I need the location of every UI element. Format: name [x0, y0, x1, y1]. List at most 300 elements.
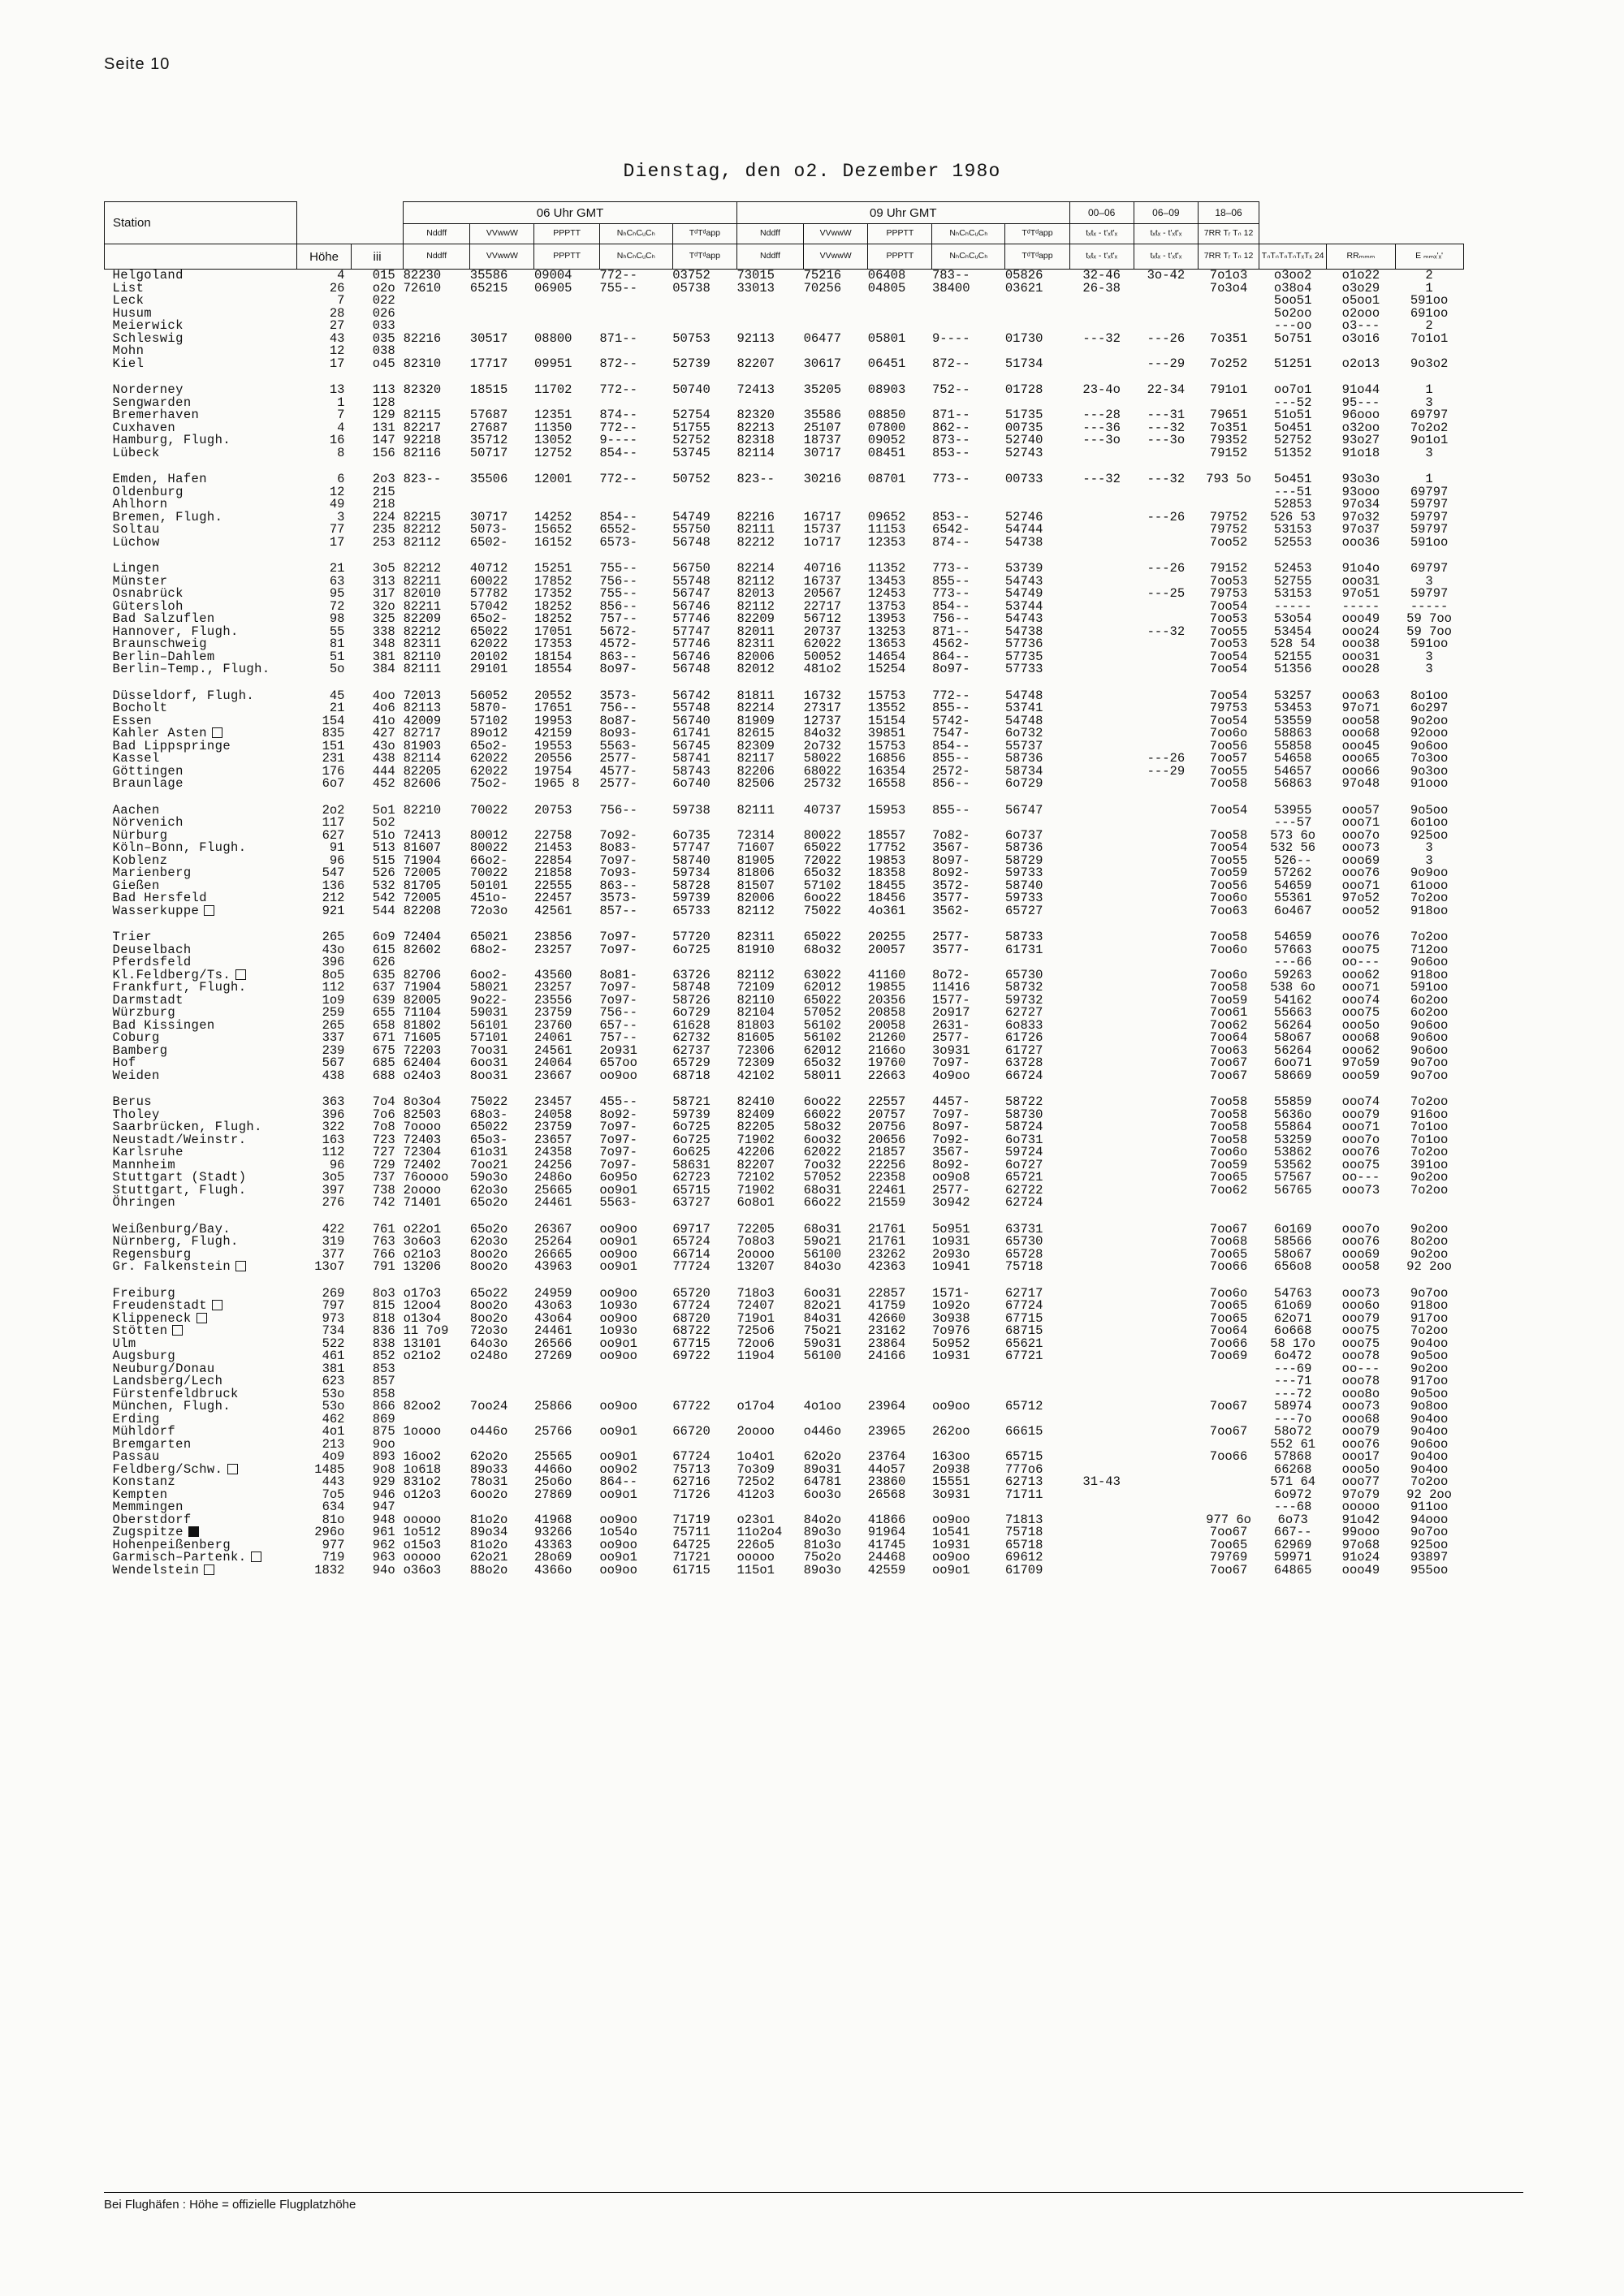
cell-d6: 82211 — [403, 573, 442, 589]
cell-iii: 961 — [372, 1525, 395, 1539]
cell-iii: 3o5 — [372, 561, 395, 576]
cell-y3: 591oo — [1410, 980, 1449, 995]
cell-d9: 82110 — [736, 992, 775, 1008]
cell-g9: 855-- — [931, 802, 970, 818]
cell-e9: 82o21 — [803, 1298, 842, 1313]
cell-y1: 64865 — [1273, 1562, 1312, 1577]
cell-iii: 836 — [372, 1323, 395, 1338]
cell-y3: 6o1oo — [1410, 815, 1449, 830]
cell-y3: 69797 — [1410, 408, 1449, 422]
cell-g6: 7o97- — [599, 942, 637, 957]
cell-station: Klippeneck — [105, 1313, 297, 1326]
cell-g6: 872-- — [599, 356, 637, 371]
cell-station: Landsberg/Lech — [112, 1374, 223, 1388]
cell-h9: 67721 — [1004, 1349, 1043, 1363]
header-09-clouds: NₕCₕCᵤCₕ — [932, 224, 1005, 244]
cell-h6: 56750 — [672, 561, 710, 576]
cell-y3: 93897 — [1410, 1550, 1449, 1564]
cell-x2 — [1134, 880, 1198, 893]
cell-x1 — [1069, 576, 1134, 589]
cell-y3: 2 — [1425, 318, 1433, 333]
cell-e6 — [470, 486, 534, 499]
cell-g6: 7o97- — [599, 930, 637, 944]
cell-x2 — [1134, 956, 1198, 969]
cell-f9: 09052 — [867, 433, 906, 447]
cell-f9: 15254 — [867, 662, 906, 676]
cell-h9: 51734 — [1004, 356, 1043, 371]
cell-f6: 20753 — [533, 802, 572, 818]
cell-x1 — [1069, 1236, 1134, 1249]
cell-station: Meierwick — [112, 318, 184, 333]
cell-g6: 772-- — [599, 472, 637, 486]
cell-f9: 23864 — [867, 1336, 906, 1351]
cell-hoehe: 16 — [329, 433, 345, 447]
cell-f6: 12001 — [533, 472, 572, 486]
cell-d6: 82116 — [403, 445, 442, 460]
cell-y1: 58566 — [1273, 1234, 1312, 1249]
cell-hoehe: 319 — [322, 1234, 345, 1249]
cell-g9: 3o938 — [931, 1310, 970, 1326]
cell-y2: ooo79 — [1341, 1310, 1380, 1326]
cell-station: Hof — [112, 1055, 136, 1070]
cell-hoehe: 154 — [322, 713, 345, 728]
cell-x2 — [1134, 1109, 1198, 1122]
cell-h9: 53741 — [1004, 701, 1043, 715]
cell-y3: 59797 — [1410, 586, 1449, 601]
cell-e6: 8oo2o — [469, 1259, 508, 1274]
cell-x2 — [1134, 1439, 1198, 1452]
cell-y3: 9o4oo — [1410, 1336, 1449, 1351]
cell-x3: 79752 — [1209, 522, 1248, 537]
cell-d9: 82011 — [736, 624, 775, 639]
cell-y1: 57868 — [1273, 1449, 1312, 1464]
cell-x2 — [1134, 830, 1198, 843]
cell-g9: 1o92o — [931, 1298, 970, 1313]
cell-x1 — [1069, 931, 1134, 944]
cell-y2: ooo71 — [1341, 1120, 1380, 1134]
cell-h6: 56748 — [672, 534, 710, 550]
cell-h6: 03752 — [672, 268, 710, 283]
cell-x3: 7oo54 — [1209, 688, 1248, 703]
cell-y4 — [1463, 1564, 1523, 1577]
cell-g9: 7o82- — [931, 827, 970, 843]
cell-h9: 61731 — [1004, 942, 1043, 957]
cell-d6: 82311 — [403, 637, 442, 651]
cell-g6: oo9oo — [599, 1068, 637, 1083]
cell-hoehe: 51 — [329, 649, 345, 664]
cell-e6: 30517 — [469, 330, 508, 346]
cell-station: Norderney — [112, 382, 184, 397]
cell-g9: 8o97- — [931, 1120, 970, 1134]
cell-h6: 59739 — [672, 891, 710, 905]
cell-station: Mohn — [112, 343, 145, 358]
cell-g6: 874-- — [599, 408, 637, 422]
cell-e9: 57102 — [803, 878, 842, 893]
cell-d6: 82115 — [403, 408, 442, 422]
cell-h9: 52740 — [1004, 433, 1043, 447]
cell-f9: 20058 — [867, 1017, 906, 1033]
cell-y1: 54162 — [1273, 992, 1312, 1008]
header-tail-1b: tₓtₓ - t'ₓt'ₓ — [1069, 244, 1134, 270]
cell-h6: 68722 — [672, 1323, 710, 1338]
cell-x2 — [1134, 1236, 1198, 1249]
cell-x2: ---26 — [1147, 330, 1186, 346]
cell-d6: 62404 — [403, 1055, 442, 1070]
cell-h9 — [1005, 1375, 1069, 1388]
cell-y1: 573 6o — [1270, 827, 1316, 843]
cell-hoehe: 12 — [329, 343, 345, 358]
cell-h6: 61628 — [672, 1017, 710, 1033]
cell-y4 — [1463, 486, 1523, 499]
cell-y4 — [1463, 384, 1523, 397]
cell-y2: oo--- — [1341, 1170, 1380, 1185]
cell-f9: 20757 — [867, 1107, 906, 1122]
cell-e9 — [804, 486, 868, 499]
cell-y3: 59797 — [1410, 497, 1449, 511]
cell-d9: 81811 — [736, 688, 775, 703]
cell-y4 — [1463, 1134, 1523, 1147]
header-09-ppptt: PPPTT — [868, 224, 932, 244]
cell-f6: 93266 — [533, 1525, 572, 1539]
cell-x3: 7oo68 — [1209, 1234, 1248, 1249]
cell-hoehe: 7 — [337, 408, 345, 422]
cell-iii: 893 — [372, 1449, 395, 1464]
cell-iii: 235 — [372, 522, 395, 537]
cell-station: Coburg — [112, 1030, 160, 1045]
cell-d6: 72413 — [403, 827, 442, 843]
cell-station: Marienberg — [112, 865, 192, 880]
cell-y2: 91o4o — [1341, 561, 1380, 576]
cell-e6: 62o2o — [469, 1449, 508, 1464]
header-06-nddff: Nddff — [404, 224, 470, 244]
cell-iii: 615 — [372, 942, 395, 957]
cell-x3: 7oo54 — [1209, 662, 1248, 676]
cell-e9: 25107 — [803, 420, 842, 435]
table-row-spacer — [105, 1210, 1524, 1224]
cell-d6: 82210 — [403, 802, 442, 818]
header-group-09: 09 Uhr GMT — [736, 202, 1069, 224]
cell-y1: 55361 — [1273, 891, 1312, 905]
cell-h6: 63727 — [672, 1195, 710, 1210]
cell-f9: 05801 — [867, 330, 906, 346]
cell-hoehe: 117 — [322, 815, 345, 830]
cell-h6: 58726 — [672, 992, 710, 1008]
cell-h9: 58736 — [1004, 840, 1043, 855]
cell-f9: 19853 — [867, 852, 906, 868]
cell-e6: 6502- — [469, 534, 508, 550]
cell-hoehe: 547 — [322, 865, 345, 880]
cell-e9: 6oo32 — [803, 1132, 842, 1147]
cell-y1: 552 61 — [1270, 1436, 1316, 1452]
cell-h6: 50740 — [672, 382, 710, 397]
cell-e9: 30216 — [803, 472, 842, 486]
cell-g9: 3577- — [931, 942, 970, 957]
cell-e9: 481o2 — [803, 662, 842, 676]
cell-d9: 2oooo — [736, 1246, 775, 1262]
cell-f9: 42660 — [867, 1310, 906, 1326]
cell-y3: 7o2oo — [1410, 1094, 1449, 1109]
cell-h6: 62716 — [672, 1474, 710, 1489]
cell-y3: 9o6oo — [1410, 1030, 1449, 1045]
cell-e6: 57102 — [469, 713, 508, 728]
cell-g6: 5563- — [599, 738, 637, 753]
cell-y1: ---69 — [1273, 1361, 1312, 1376]
table-row-spacer — [105, 676, 1524, 690]
cell-y1: 56765 — [1273, 1182, 1312, 1198]
cell-h6: 57746 — [672, 611, 710, 626]
cell-e9: 64781 — [803, 1474, 842, 1489]
cell-y4 — [1463, 1514, 1523, 1527]
cell-e9: 68o31 — [803, 1182, 842, 1198]
cell-y4 — [1463, 638, 1523, 651]
cell-d6: 82217 — [403, 420, 442, 435]
cell-g6: oo9oo — [599, 1310, 637, 1326]
cell-e6: 62o3o — [469, 1182, 508, 1198]
cell-d9: 82206 — [736, 763, 775, 779]
cell-y4 — [1463, 320, 1523, 333]
cell-f9: 13953 — [867, 611, 906, 626]
cell-d6: ooooo — [403, 1512, 442, 1527]
cell-f6: 23457 — [533, 1094, 572, 1109]
cell-x2 — [1134, 1020, 1198, 1033]
cell-x1 — [1069, 358, 1134, 371]
cell-e9: 62012 — [803, 1042, 842, 1058]
cell-y3: 9o6oo — [1410, 955, 1449, 969]
cell-f6: 42561 — [533, 903, 572, 918]
cell-y4 — [1463, 905, 1523, 918]
cell-d9: 92113 — [736, 330, 775, 346]
cell-x2 — [1134, 1375, 1198, 1388]
cell-f9: 16558 — [867, 776, 906, 791]
cell-x3: 7oo6o — [1209, 1145, 1248, 1159]
cell-g9: 874-- — [931, 534, 970, 550]
cell-y1: 53862 — [1273, 1145, 1312, 1159]
cell-f9: 20858 — [867, 1005, 906, 1020]
cell-e9: 66o22 — [803, 1195, 842, 1210]
cell-g9: oo9o8 — [931, 1170, 970, 1185]
cell-x1 — [1069, 1109, 1134, 1122]
cell-e6: 62022 — [469, 763, 508, 779]
cell-iii: 688 — [372, 1068, 395, 1083]
cell-station: Kassel — [112, 751, 160, 766]
cell-g6: 1o93o — [599, 1323, 637, 1338]
cell-g6: oo9o1 — [599, 1449, 637, 1464]
cell-f9: 14654 — [867, 649, 906, 664]
cell-x3 — [1198, 1489, 1259, 1502]
cell-h9: 57735 — [1004, 649, 1043, 664]
cell-station: Bad Kissingen — [112, 1017, 215, 1033]
cell-iii: 438 — [372, 751, 395, 766]
cell-g9: 4457- — [931, 1094, 970, 1109]
cell-f9 — [868, 486, 932, 499]
cell-y2: 97o71 — [1341, 701, 1380, 715]
cell-h9: 58734 — [1004, 763, 1043, 779]
cell-h9: 58730 — [1004, 1107, 1043, 1122]
cell-e9: 63022 — [803, 967, 842, 982]
cell-x2: 22-34 — [1147, 382, 1186, 397]
cell-e6: 65o2- — [469, 738, 508, 753]
cell-y4 — [1463, 1413, 1523, 1426]
cell-y3: 591oo — [1410, 637, 1449, 651]
cell-g6: oo9o1 — [599, 1424, 637, 1439]
cell-g6: 856-- — [599, 598, 637, 614]
cell-e6: 9o22- — [469, 992, 508, 1008]
cell-y4 — [1463, 663, 1523, 676]
cell-y2: 91o42 — [1341, 1512, 1380, 1527]
cell-x1 — [1069, 486, 1134, 499]
cell-station: Düsseldorf, Flugh. — [112, 688, 255, 703]
cell-f9 — [868, 1363, 932, 1376]
cell-iii: 129 — [372, 408, 395, 422]
cell-g6: 2577- — [599, 776, 637, 791]
cell-f6: 11350 — [533, 420, 572, 435]
cell-g6: 772-- — [599, 382, 637, 397]
cell-h9: 59733 — [1004, 891, 1043, 905]
cell-y4 — [1463, 931, 1523, 944]
cell-station: Garmisch–Partenk. — [105, 1552, 297, 1564]
cell-y1: 51352 — [1273, 445, 1312, 460]
cell-y2: ooo59 — [1341, 1068, 1380, 1083]
cell-h9: 65712 — [1004, 1399, 1043, 1413]
cell-h9: 6o729 — [1004, 776, 1043, 791]
cell-iii: 8o3 — [372, 1285, 395, 1301]
cell-y2: ooo38 — [1341, 637, 1380, 651]
cell-d6: 72402 — [403, 1157, 442, 1172]
cell-iii: 515 — [372, 852, 395, 868]
cell-g9: 2577- — [931, 1030, 970, 1045]
cell-y1: 5o751 — [1273, 330, 1312, 346]
cell-y3: 69797 — [1410, 484, 1449, 499]
cell-d9: 82311 — [736, 930, 775, 944]
cell-f9: 91964 — [867, 1525, 906, 1539]
cell-x3: 7oo65 — [1209, 1298, 1248, 1313]
cell-x1 — [1069, 1501, 1134, 1514]
cell-y2: 99ooo — [1341, 1525, 1380, 1539]
cell-d6: 2oooo — [403, 1182, 442, 1198]
cell-g9: 8o92- — [931, 865, 970, 880]
cell-f6: 25665 — [533, 1182, 572, 1198]
cell-d6: 72403 — [403, 1132, 442, 1147]
cell-y4 — [1463, 690, 1523, 703]
cell-y1: 57567 — [1273, 1170, 1312, 1185]
station-marker-icon — [197, 1313, 207, 1323]
cell-y1: ----- — [1273, 598, 1312, 614]
cell-f6: 19754 — [533, 763, 572, 779]
cell-y3: 91ooo — [1410, 776, 1449, 791]
cell-e9: 84o32 — [803, 726, 842, 740]
cell-h6: 59734 — [672, 865, 710, 880]
cell-h9: 58729 — [1004, 852, 1043, 868]
cell-e6: 65o2o — [469, 1221, 508, 1236]
cell-g6: 871-- — [599, 330, 637, 346]
cell-y3: 9o4oo — [1410, 1461, 1449, 1477]
cell-e9: 35205 — [803, 382, 842, 397]
cell-y4 — [1463, 1375, 1523, 1388]
cell-hoehe: 213 — [322, 1436, 345, 1452]
cell-hoehe: 4o1 — [322, 1424, 345, 1439]
cell-x1 — [1069, 1288, 1134, 1301]
cell-y3: 59 7oo — [1406, 611, 1452, 626]
cell-x3: 7oo55 — [1209, 852, 1248, 868]
cell-hoehe: 96 — [329, 1157, 345, 1172]
cell-x1 — [1069, 1325, 1134, 1338]
cell-f9: 19760 — [867, 1055, 906, 1070]
cell-d6: 82211 — [403, 598, 442, 614]
cell-y3: 925oo — [1410, 827, 1449, 843]
cell-d6: 72404 — [403, 930, 442, 944]
cell-f9: 23764 — [867, 1449, 906, 1464]
cell-iii: 218 — [372, 497, 395, 511]
header-09-clouds-2: NₕCₕCᵤCₕ — [932, 244, 1005, 270]
cell-f9: 26568 — [867, 1487, 906, 1502]
cell-y1: o38o4 — [1273, 280, 1312, 296]
cell-g9: 772-- — [931, 688, 970, 703]
cell-g9: 862-- — [931, 420, 970, 435]
cell-h6: 57747 — [672, 840, 710, 855]
cell-y4 — [1463, 1451, 1523, 1464]
cell-y3: 1 — [1425, 382, 1433, 397]
cell-iii: 513 — [372, 840, 395, 855]
cell-g9: 2631- — [931, 1017, 970, 1033]
cell-y1: 528 54 — [1270, 637, 1316, 651]
cell-y2: 93o27 — [1341, 433, 1380, 447]
cell-d9 — [736, 308, 803, 321]
cell-x1 — [1069, 638, 1134, 651]
cell-f9: 15753 — [867, 688, 906, 703]
cell-y4 — [1463, 601, 1523, 614]
cell-d9: 82506 — [736, 776, 775, 791]
cell-y1: 53153 — [1273, 586, 1312, 601]
cell-iii: 224 — [372, 509, 395, 524]
cell-hoehe: 719 — [322, 1550, 345, 1564]
cell-y1: 56264 — [1273, 1017, 1312, 1033]
cell-g6: 854-- — [599, 445, 637, 460]
cell-g9: 1o541 — [931, 1525, 970, 1539]
cell-f6: 24959 — [533, 1285, 572, 1301]
cell-y3: 917oo — [1410, 1310, 1449, 1326]
cell-d6: 8o3o4 — [403, 1094, 442, 1109]
cell-h9: 62717 — [1004, 1285, 1043, 1301]
cell-h6: 58748 — [672, 980, 710, 995]
cell-hoehe: 176 — [322, 763, 345, 779]
cell-station: Oberstdorf — [112, 1512, 192, 1527]
cell-x1 — [1069, 1197, 1134, 1210]
cell-station: Weiden — [112, 1068, 160, 1083]
cell-g6: 7o97- — [599, 852, 637, 868]
cell-x2 — [1134, 1197, 1198, 1210]
cell-y3 — [1395, 1197, 1463, 1210]
cell-station: Memmingen — [112, 1500, 184, 1514]
cell-x1 — [1069, 626, 1134, 639]
cell-e9: 6oo31 — [803, 1285, 842, 1301]
cell-e6: 56101 — [469, 1017, 508, 1033]
cell-hoehe: 363 — [322, 1094, 345, 1109]
cell-x2 — [1134, 1526, 1198, 1539]
cell-y2: ooo78 — [1341, 1349, 1380, 1363]
cell-y4 — [1463, 1363, 1523, 1376]
cell-station: Fürstenfeldbruck — [112, 1386, 239, 1401]
cell-g9 — [932, 295, 1005, 308]
cell-e6: 35586 — [469, 268, 508, 283]
cell-iii: 818 — [372, 1310, 395, 1326]
cell-e6: 17717 — [469, 356, 508, 371]
cell-e9 — [804, 308, 868, 321]
cell-hoehe: 21 — [329, 561, 345, 576]
cell-e6: 65022 — [469, 624, 508, 639]
cell-x3: 977 6o — [1206, 1512, 1251, 1527]
cell-x3: 7o252 — [1209, 356, 1248, 371]
cell-g6: 7o93- — [599, 865, 637, 880]
